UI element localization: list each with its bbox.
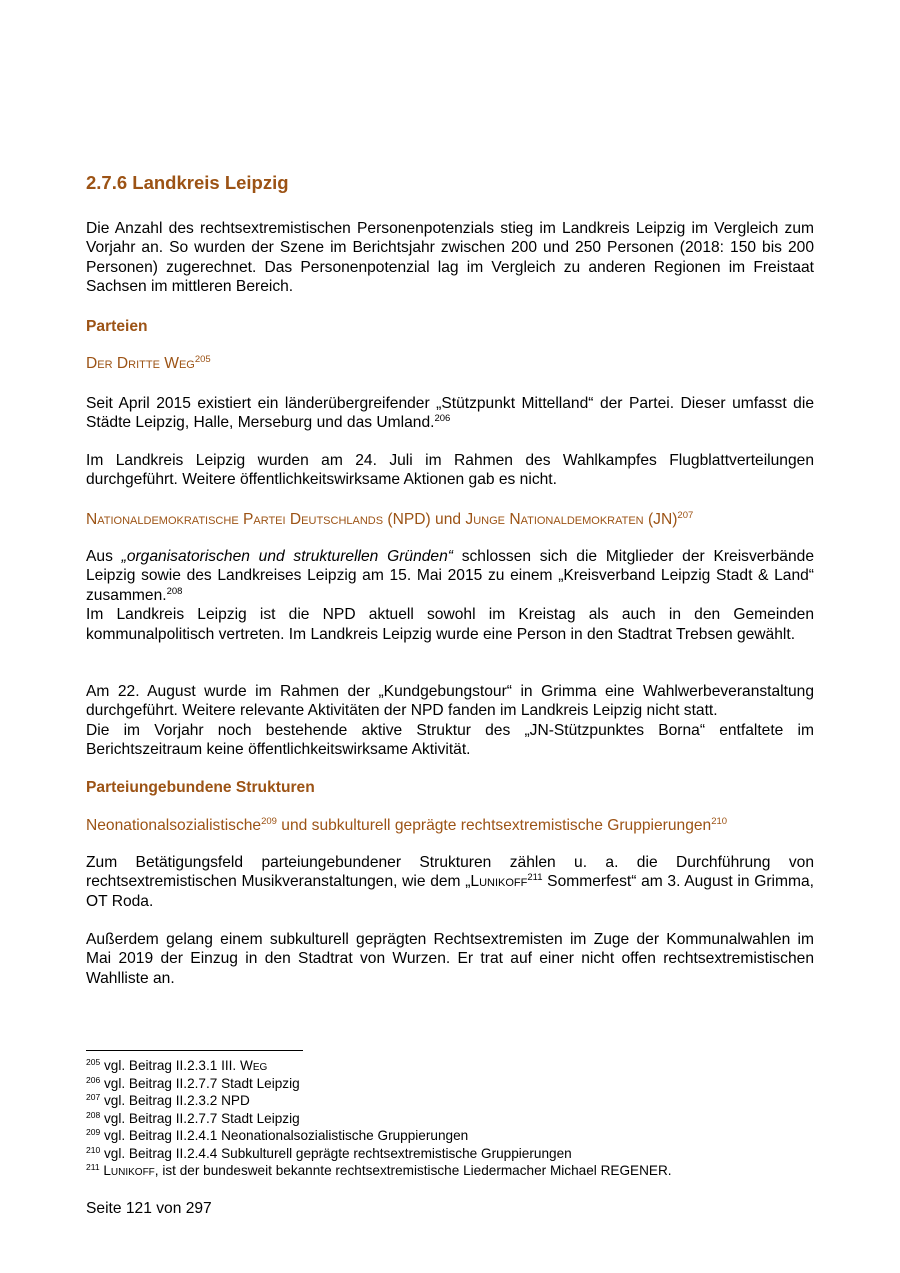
footnote-ref-205: 205 xyxy=(194,354,211,365)
footnote-smallcaps: Weg xyxy=(239,1058,268,1073)
footnote-text: , ist der bundesweit bekannte rechtsextremistische Liedermacher Michael REGENER. xyxy=(154,1163,672,1178)
footnote-number: 207 xyxy=(86,1092,101,1102)
footnote-number: 211 xyxy=(86,1162,100,1172)
npd-p1-quote: „organisatorischen und strukturellen Gründen“ xyxy=(121,548,453,565)
heading-npd-part-a: Nationaldemokratische Partei Deutschlands xyxy=(86,511,384,528)
footnote-211 xyxy=(86,1162,816,1180)
section-heading: 2.7.6 Landkreis Leipzig xyxy=(86,172,289,193)
heading-der-dritte-weg-text: Der Dritte Weg xyxy=(86,355,195,372)
heading-neonationalsozialistische xyxy=(86,816,814,835)
footnote-208 xyxy=(86,1110,816,1128)
footnote-209 xyxy=(86,1127,816,1145)
pu-p1-name: Lunikoff xyxy=(470,873,528,891)
footnote-separator xyxy=(86,1050,303,1051)
footnote-206 xyxy=(86,1075,816,1093)
heading-parteiungebunden: Parteiungebundene Strukturen xyxy=(86,779,315,796)
footnote-text: vgl. Beitrag II.2.7.7 Stadt Leipzig xyxy=(103,1075,300,1091)
heading-npd-part-b: (NPD) und xyxy=(383,511,466,528)
footnote-ref-206: 206 xyxy=(434,413,451,425)
npd-paragraph-3: Am 22. August wurde im Rahmen der „Kundgebungstour“ in Grimma eine Wahlwerbeveranstaltung durchgeführt. Weitere relevante Aktivitäten der NPD fanden im Landkreis Leipzig nicht statt. xyxy=(86,683,814,720)
npd-paragraph-4: Die im Vorjahr noch bestehende aktive Struktur des „JN-Stützpunktes Borna“ entfaltete im Berichtszeitraum keine öffentlichkeitswirksame Aktivität. xyxy=(86,721,814,759)
footnote-ref-210: 210 xyxy=(711,816,728,827)
footnote-number: 210 xyxy=(86,1144,101,1155)
footnote-ref-209: 209 xyxy=(261,816,277,827)
npd-p1-rest: schlossen sich die Mitglieder der Kreisverbände Leipzig sowie des Landkreises Leipzig am 15. Mai 2015 zu einem „Kreisverband Leipzig Stadt & Land“ zusammen. xyxy=(86,548,814,604)
footnote-text: vgl. Beitrag II.2.4.1 Neonationalsozialistische Gruppierungen xyxy=(103,1128,469,1143)
npd-paragraph-block-2 xyxy=(86,682,814,760)
heading-npd xyxy=(86,510,814,529)
footnote-number: 206 xyxy=(86,1074,101,1085)
footnote-number: 208 xyxy=(86,1109,101,1120)
heading-parteien: Parteien xyxy=(86,318,148,335)
dritte-weg-paragraph-1 xyxy=(86,394,814,433)
heading-npd-part-d: (JN) xyxy=(643,511,678,528)
footnote-210 xyxy=(86,1145,816,1163)
heading-npd-part-c: Junge Nationaldemokraten xyxy=(465,511,644,528)
footnote-ref-207: 207 xyxy=(677,510,694,521)
footnote-text: vgl. Beitrag II.2.7.7 Stadt Leipzig xyxy=(103,1110,300,1126)
dritte-weg-p1-text: Seit April 2015 existiert ein länderübergreifender „Stützpunkt Mittelland“ der Partei. Dieser umfasst die Städte Leipzig, Halle, Merseburg und das Umland. xyxy=(86,395,814,432)
footnote-text: vgl. Beitrag II.2.3.1 III. xyxy=(103,1058,240,1073)
sub-heading-b: und subkulturell geprägte rechtsextremistische Gruppierungen xyxy=(276,817,712,834)
intro-paragraph: Die Anzahl des rechtsextremistischen Personenpotenzials stieg im Landkreis Leipzig im Vergleich zum Vorjahr an. So wurden der Szene im Berichtsjahr zwischen 200 und 250 Personen (2018: 150 bis 200 Personen) zugerechnet. Das Personenpotenzial lag im Vergleich zu anderen Regionen im Freistaat Sachsen im mittleren Bereich. xyxy=(86,220,814,296)
npd-paragraph-1 xyxy=(86,547,814,605)
footnote-smallcaps: Lunikoff xyxy=(103,1163,155,1178)
heading-der-dritte-weg xyxy=(86,354,814,373)
parteiungebunden-paragraph-2: Außerdem gelang einem subkulturell geprägten Rechtsextremisten im Zuge der Kommunalwahlen im Mai 2019 der Einzug in den Stadtrat von Wurzen. Er trat auf einer nicht offen rechtsextremistischen Wahlliste an. xyxy=(86,931,814,987)
dritte-weg-paragraph-2: Im Landkreis Leipzig wurden am 24. Juli im Rahmen des Wahlkampfes Flugblattverteilungen durchgeführt. Weitere öffentlichkeitswirksame Aktionen gab es nicht. xyxy=(86,452,814,489)
page-number: Seite 121 von 297 xyxy=(86,1200,212,1217)
npd-p1-start: Aus xyxy=(86,548,122,565)
footnote-number: 205 xyxy=(86,1057,101,1067)
sub-heading-a: Neonationalsozialistische xyxy=(86,817,262,834)
pu-p1-start: Zum Betätigungsfeld parteiungebundener Strukturen zählen u. a. die Durchführung von rechtsextremistischen Musikveranstaltungen, wie dem „ xyxy=(86,854,814,891)
npd-paragraph-2: Im Landkreis Leipzig ist die NPD aktuell sowohl im Kreistag als auch in den Gemeinden kommunalpolitisch vertreten. Im Landkreis Leipzig wurde eine Person in den Stadtrat Trebsen gewählt. xyxy=(86,606,814,643)
npd-paragraph-block xyxy=(86,547,814,644)
footnote-number: 209 xyxy=(86,1127,101,1137)
footnote-207 xyxy=(86,1092,816,1110)
footnote-ref-208: 208 xyxy=(166,585,183,597)
footnote-205 xyxy=(86,1057,816,1075)
pu-p1-rest: Sommerfest“ am 3. August in Grimma, OT Roda. xyxy=(86,873,814,910)
parteiungebunden-paragraph-1 xyxy=(86,853,814,911)
footnote-text: vgl. Beitrag II.2.4.4 Subkulturell geprägte rechtsextremistische Gruppierungen xyxy=(103,1145,572,1161)
footnote-text: vgl. Beitrag II.2.3.2 NPD xyxy=(103,1093,250,1108)
footnote-ref-211: 211 xyxy=(527,872,543,884)
